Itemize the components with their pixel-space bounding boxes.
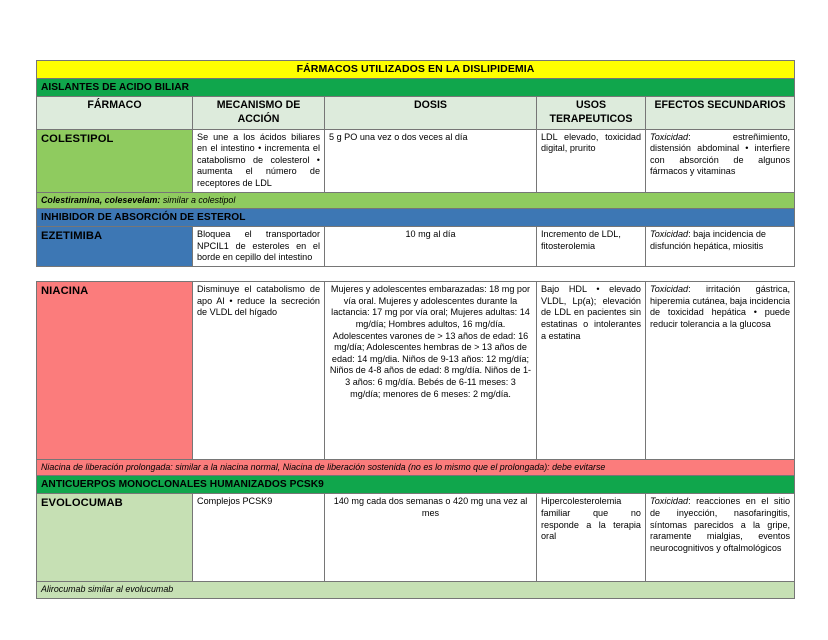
dyslipidemia-drug-table — [36, 60, 795, 599]
section-header-pcsk9-monoclonal-antibodies: ANTICUERPOS MONOCLONALES HUMANIZADOS PCSK9 — [37, 476, 795, 494]
drug-uses-colestipol: LDL elevado, toxicidad digital, prurito — [537, 129, 646, 192]
note-bile-acid-rest: similar a colestipol — [160, 194, 236, 205]
column-header-row — [37, 97, 795, 129]
drug-uses-evolocumab: Hipercolesterolemia familiar que no responde a la terapia oral — [537, 494, 646, 582]
spacer-row — [37, 267, 795, 282]
spacer-cell-4 — [537, 267, 646, 282]
section-header-bile-acid-sequestrants: AISLANTES DE ACIDO BILIAR — [37, 79, 795, 97]
drug-adverse-colestipol — [646, 129, 795, 192]
adverse-text-colestipol: : estreñimiento, distensión abdominal • interfiere con absorción de algunos fármacos y vitaminas — [650, 131, 791, 177]
drug-dose-ezetimiba: 10 mg al día — [325, 227, 537, 267]
note-bile-acid-bold: Colestiramina, colesevelam: — [41, 194, 161, 205]
column-header-usos — [537, 97, 646, 129]
spacer-cell-5 — [646, 267, 795, 282]
note-bile-acid — [37, 192, 795, 208]
column-header-dosis: DOSIS — [325, 97, 537, 129]
drug-name-ezetimiba: EZETIMIBA — [37, 227, 193, 267]
drug-adverse-evolocumab — [646, 494, 795, 582]
drug-dose-evolocumab: 140 mg cada dos semanas o 420 mg una vez al mes — [325, 494, 537, 582]
drug-uses-niacina: Bajo HDL • elevado VLDL, Lp(a); elevación de LDL en pacientes sin estatinas o intolerantes a estatina — [537, 282, 646, 460]
drug-name-colestipol: COLESTIPOL — [37, 129, 193, 192]
column-header-mecanismo: MECANISMO DE ACCIÓN — [193, 97, 325, 129]
page-title: FÁRMACOS UTILIZADOS EN LA DISLIPIDEMIA — [37, 61, 795, 79]
note-alirocumab: Alirocumab similar al evolucumab — [37, 582, 795, 598]
table-row-evolocumab — [37, 494, 795, 582]
drug-mechanism-evolocumab: Complejos PCSK9 — [193, 494, 325, 582]
drug-adverse-niacina — [646, 282, 795, 460]
adverse-label-ezetimiba: Toxicidad — [650, 229, 689, 240]
table-row-ezetimiba — [37, 227, 795, 267]
spacer-cell-2 — [193, 267, 325, 282]
note-row-colestipol — [37, 192, 795, 208]
drug-name-niacina: NIACINA — [37, 282, 193, 460]
section-band-row-bile-acid — [37, 79, 795, 97]
note-row-evolocumab — [37, 582, 795, 598]
adverse-label-niacina: Toxicidad — [650, 284, 689, 295]
column-header-efectos: EFECTOS SECUNDARIOS — [646, 97, 795, 129]
column-header-usos-line1: USOS — [575, 99, 607, 112]
section-band-row-pcsk9 — [37, 476, 795, 494]
drug-uses-ezetimiba: Incremento de LDL, fitosterolemia — [537, 227, 646, 267]
section-header-sterol-absorption-inhibitor: INHIBIDOR DE ABSORCIÓN DE ESTEROL — [37, 209, 795, 227]
note-row-niacina — [37, 460, 795, 476]
spacer-cell-3 — [325, 267, 537, 282]
drug-adverse-ezetimiba — [646, 227, 795, 267]
drug-mechanism-niacina: Disminuye el catabolismo de apo AI • reduce la secreción de VLDL del hígado — [193, 282, 325, 460]
adverse-text-ezetimiba: : baja incidencia de disfunción hepática, miositis — [650, 229, 766, 251]
drug-mechanism-colestipol: Se une a los ácidos biliares en el intestino • incrementa el catabolismo de colesterol • aumenta el número de receptores de LDL — [193, 129, 325, 192]
note-niacin: Niacina de liberación prolongada: similar a la niacina normal, Niacina de liberación sostenida (no es lo mismo que el prolongada): debe evitarse — [37, 460, 795, 476]
column-header-usos-line2: TERAPEUTICOS — [549, 113, 633, 126]
drug-dose-colestipol: 5 g PO una vez o dos veces al día — [325, 129, 537, 192]
drug-dose-niacina: Mujeres y adolescentes embarazadas: 18 mg por vía oral. Mujeres y adolescentes durante la lactancia: 17 mg por vía oral; Mujeres adultas: 14 mg/día; Hombres adultos, 16 mg/día. Adolescentes varones de > 13 años de edad: 16 mg/día; Adolescentes hembras de > 13 años de edad: 14 mg/dia. Niños de 9-13 años: 12 mg/día; Niños de 4-8 años de edad: 8 mg/día. Niños de 1-3 años: 6 mg/día. Bebés de 6-11 meses: 3 mg/día; menores de 6 meses: 2 mg/día. — [325, 282, 537, 460]
table-row-colestipol — [37, 129, 795, 192]
adverse-label-colestipol: Toxicidad — [650, 131, 689, 142]
drug-name-evolocumab: EVOLOCUMAB — [37, 494, 193, 582]
column-header-farmaco: FÁRMACO — [37, 97, 193, 129]
adverse-text-niacina: : irritación gástrica, hiperemia cutánea, baja incidencia de toxicidad hepática • puede reducir tolerancia a la glucosa — [650, 284, 791, 329]
spacer-cell-1 — [37, 267, 193, 282]
section-band-row-sterol — [37, 209, 795, 227]
drug-mechanism-ezetimiba: Bloquea el transportador NPCIL1 de esteroles en el borde en cepillo del intestino — [193, 227, 325, 267]
table-title-row — [37, 61, 795, 79]
adverse-label-evolocumab: Toxicidad — [650, 496, 689, 507]
table-row-niacina — [37, 282, 795, 460]
adverse-text-evolocumab: : reacciones en el sitio de inyección, nasofaringitis, síntomas parecidos a la gripe, raramente mialgias, eventos neurocognitivos y oftalmológicos — [650, 496, 791, 553]
